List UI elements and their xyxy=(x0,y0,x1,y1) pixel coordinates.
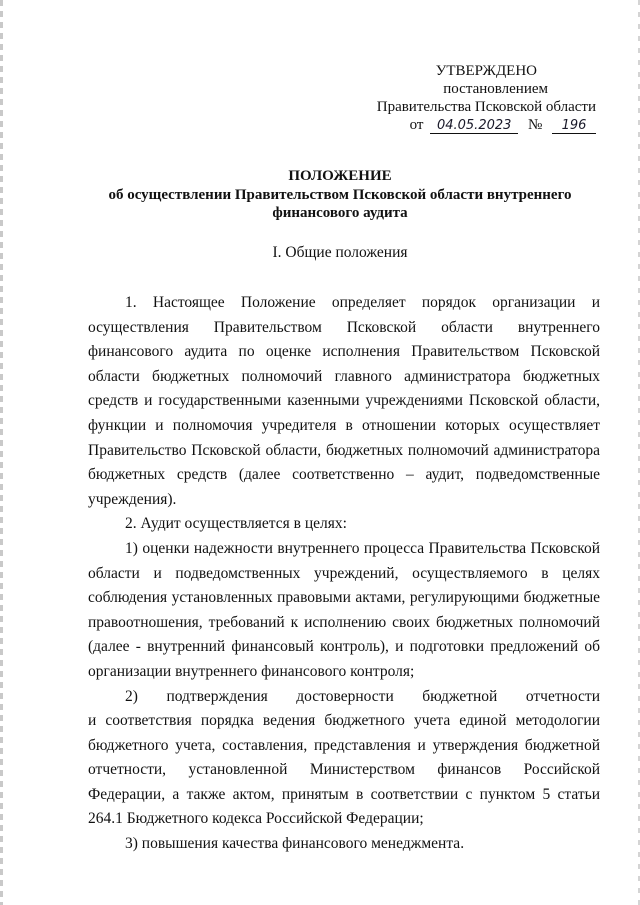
approval-stamp-block xyxy=(356,62,596,134)
paragraph: и соответствия порядка ведения бюджетного учета единой методологии бюджетного учета, составления, представления и утверждения бюджетной отчетности, установленной Министерством финансов Российской Федерации, а также актом, принятым в соответствии с пунктом 5 статьи 264.1 Бюджетного кодекса Российской Федерации; xyxy=(88,712,600,828)
number-prefix: № xyxy=(527,117,543,133)
paragraph: 2. Аудит осуществляется в целях: xyxy=(125,515,347,533)
paragraph: 2) подтверждения достоверности бюджетной отчетности xyxy=(125,687,600,705)
document-title: ПОЛОЖЕНИЕ xyxy=(288,168,392,184)
paragraph: 1) оценки надежности внутреннего процесса Правительства Псковской области и подведомственных учреждений, осуществляемого в целях соблюдения установленных правовыми актами, регулирующими бюджетные правоотношения, требований к исполнению своих бюджетных полномочий (далее - внутренний финансовый контроль), и подготовки предложений об организации внутреннего финансового контроля; xyxy=(88,539,600,680)
paragraph: 1. Настоящее Положение определяет порядок организации и осуществления Правительством Псковской области внутреннего финансового аудита по оценке исполнения Правительством Псковской области бюджетных полномочий главного администратора бюджетных средств и государственными казенными учреждениями Псковской области, функции и полномочия учредителя в отношении которых осуществляет Правительство Псковской области, бюджетных полномочий администратора бюджетных средств (далее соответственно – аудит, подведомственные учреждения). xyxy=(88,294,600,508)
approval-authority: Правительства Псковской области xyxy=(376,99,596,115)
handwritten-date: 04.05.2023 xyxy=(430,118,518,134)
document-subtitle: об осуществлении Правительством Псковской области внутреннего финансового аудита xyxy=(108,187,572,221)
section-heading: I. Общие положения xyxy=(272,244,408,261)
approval-title: УТВЕРЖДЕНО xyxy=(435,63,537,79)
approval-date-line xyxy=(356,116,596,134)
scan-edge-left xyxy=(0,0,3,905)
paragraph: 3) повышения качества финансового менеджмента. xyxy=(125,835,465,853)
handwritten-number: 196 xyxy=(552,118,596,134)
approval-by: постановлением xyxy=(443,81,548,97)
date-prefix: от xyxy=(409,117,424,133)
document-body xyxy=(88,291,600,857)
